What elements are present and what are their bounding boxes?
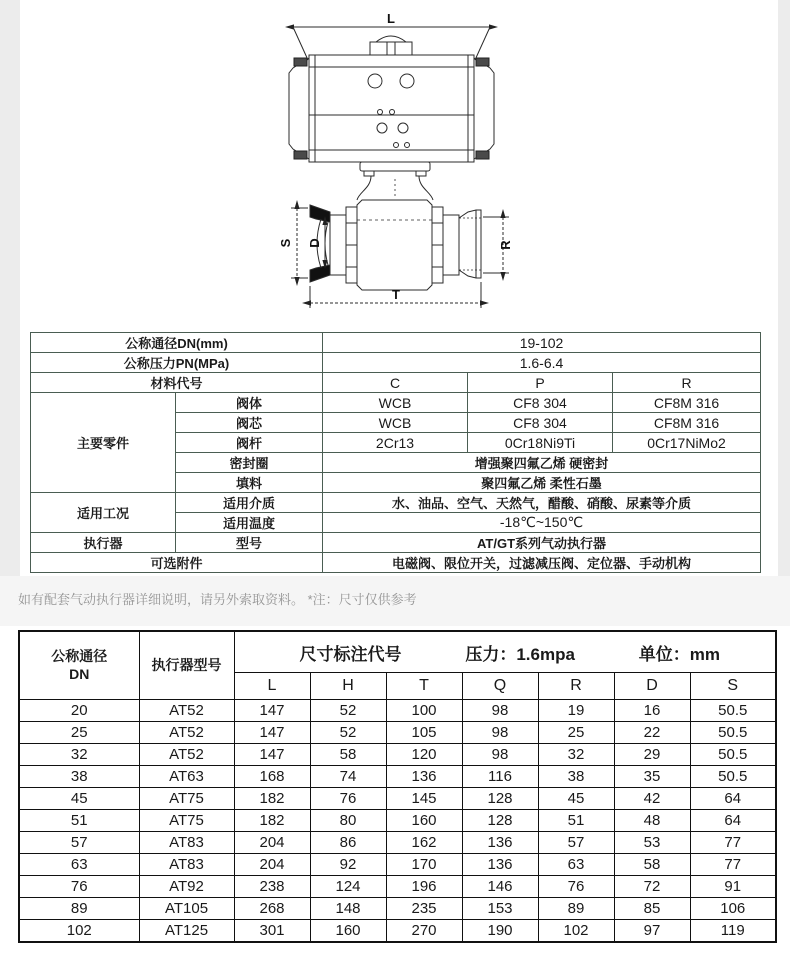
cell-L: 301 [234,920,310,943]
cell-dn: 45 [19,788,139,810]
col-header-Q: Q [462,673,538,700]
cell-actuator-model: AT75 [139,810,234,832]
cell-L: 147 [234,722,310,744]
table-row [19,854,776,876]
cell-D: 16 [614,700,690,722]
cell-T: 120 [386,744,462,766]
cell-D: 48 [614,810,690,832]
cell-S: 64 [690,788,776,810]
cell-H: 52 [310,700,386,722]
packing-label: 填料 [176,473,323,493]
cell-actuator-model: AT52 [139,722,234,744]
material-code-label: 材料代号 [31,373,323,393]
cell-T: 160 [386,810,462,832]
cell-H: 80 [310,810,386,832]
table-row [19,744,776,766]
cell-T: 145 [386,788,462,810]
col-header-D: D [614,673,690,700]
cell-R: 32 [538,744,614,766]
core-r: CF8M 316 [613,413,761,433]
cell-dn: 57 [19,832,139,854]
cell-R: 51 [538,810,614,832]
cell-L: 147 [234,744,310,766]
cell-T: 235 [386,898,462,920]
cell-Q: 116 [462,766,538,788]
core-c: WCB [323,413,468,433]
stem-c: 2Cr13 [323,433,468,453]
spec-row-material-code [31,373,761,393]
dim-table-header-row [19,631,776,673]
condition-label: 适用工况 [31,493,176,533]
cell-D: 85 [614,898,690,920]
dn-label: 公称通径DN(mm) [31,333,323,353]
cell-actuator-model: AT75 [139,788,234,810]
cell-R: 38 [538,766,614,788]
cell-R: 45 [538,788,614,810]
spec-row-accessories [31,553,761,573]
cell-H: 76 [310,788,386,810]
cell-actuator-model: AT63 [139,766,234,788]
packing-value: 聚四氟乙烯 柔性石墨 [323,473,761,493]
cell-D: 22 [614,722,690,744]
cell-S: 50.5 [690,722,776,744]
cell-D: 53 [614,832,690,854]
dim-table-body [19,700,776,943]
cell-L: 204 [234,854,310,876]
body-r: CF8M 316 [613,393,761,413]
spec-row-pn [31,353,761,373]
cell-S: 64 [690,810,776,832]
cell-R: 89 [538,898,614,920]
cell-L: 147 [234,700,310,722]
medium-label: 适用介质 [176,493,323,513]
col-header-dn-line1: 公称通径 [51,648,108,664]
title-unit: 单位：mm [638,644,721,664]
cell-L: 238 [234,876,310,898]
spec-row-medium [31,493,761,513]
col-header-L: L [234,673,310,700]
page-gutter-left [0,0,20,576]
cell-Q: 136 [462,832,538,854]
cell-actuator-model: AT105 [139,898,234,920]
accessories-label: 可选附件 [31,553,323,573]
table-row [19,788,776,810]
cell-T: 136 [386,766,462,788]
cell-Q: 128 [462,788,538,810]
table-row [19,898,776,920]
cell-Q: 136 [462,854,538,876]
cell-H: 58 [310,744,386,766]
dimension-table [18,630,777,943]
cell-H: 92 [310,854,386,876]
cell-dn: 25 [19,722,139,744]
dim-label-L: L [387,11,395,26]
body-p: CF8 304 [468,393,613,413]
main-parts-label: 主要零件 [31,393,176,493]
cell-dn: 89 [19,898,139,920]
pn-label: 公称压力PN(MPa) [31,353,323,373]
cell-H: 160 [310,920,386,943]
cell-Q: 153 [462,898,538,920]
cell-Q: 98 [462,722,538,744]
code-p: P [468,373,613,393]
model-value: AT/GT系列气动执行器 [323,533,761,553]
core-label: 阀芯 [176,413,323,433]
dim-label-S: S [278,238,293,248]
code-r: R [613,373,761,393]
title-pressure: 压力：1.6mpa [465,644,575,664]
cell-Q: 98 [462,700,538,722]
cell-T: 196 [386,876,462,898]
cell-dn: 76 [19,876,139,898]
stem-r: 0Cr17NiMo2 [613,433,761,453]
cell-S: 119 [690,920,776,943]
medium-value: 水、油品、空气、天然气，醋酸、硝酸、尿素等介质 [323,493,761,513]
valve-drawing-svg [263,5,523,330]
cell-L: 182 [234,788,310,810]
cell-T: 170 [386,854,462,876]
cell-dn: 32 [19,744,139,766]
spec-table [30,332,761,573]
cell-R: 25 [538,722,614,744]
col-header-S: S [690,673,776,700]
cell-S: 77 [690,832,776,854]
cell-L: 204 [234,832,310,854]
cell-R: 102 [538,920,614,943]
table-row [19,722,776,744]
body-c: WCB [323,393,468,413]
cell-R: 19 [538,700,614,722]
cell-S: 50.5 [690,766,776,788]
cell-R: 57 [538,832,614,854]
cell-dn: 20 [19,700,139,722]
cell-R: 63 [538,854,614,876]
cell-L: 268 [234,898,310,920]
cell-D: 72 [614,876,690,898]
seal-value: 增强聚四氟乙烯 硬密封 [323,453,761,473]
model-label: 型号 [176,533,323,553]
cell-actuator-model: AT83 [139,854,234,876]
stem-p: 0Cr18Ni9Ti [468,433,613,453]
cell-S: 50.5 [690,700,776,722]
cell-T: 105 [386,722,462,744]
cell-S: 77 [690,854,776,876]
cell-dn: 102 [19,920,139,943]
dim-label-D: D [307,238,322,248]
dn-value: 19-102 [323,333,761,353]
table-row [19,766,776,788]
dim-table-title [234,631,776,673]
cell-dn: 63 [19,854,139,876]
cell-actuator-model: AT52 [139,744,234,766]
cell-Q: 98 [462,744,538,766]
cell-D: 58 [614,854,690,876]
cell-D: 35 [614,766,690,788]
col-header-R: R [538,673,614,700]
cell-H: 124 [310,876,386,898]
table-row [19,700,776,722]
body-label: 阀体 [176,393,323,413]
cell-R: 76 [538,876,614,898]
spec-row-actuator [31,533,761,553]
cell-L: 168 [234,766,310,788]
cell-Q: 190 [462,920,538,943]
cell-T: 162 [386,832,462,854]
temp-value: -18℃~150℃ [323,513,761,533]
table-row [19,810,776,832]
title-dim-code: 尺寸标注代号 [299,644,402,664]
stem-label: 阀杆 [176,433,323,453]
cell-H: 148 [310,898,386,920]
code-c: C [323,373,468,393]
cell-actuator-model: AT125 [139,920,234,943]
cell-T: 100 [386,700,462,722]
temp-label: 适用温度 [176,513,323,533]
dim-label-T: T [392,287,400,302]
dim-label-R: R [498,240,513,250]
cell-Q: 128 [462,810,538,832]
cell-S: 50.5 [690,744,776,766]
cell-H: 74 [310,766,386,788]
cell-actuator-model: AT52 [139,700,234,722]
table-row [19,876,776,898]
cell-actuator-model: AT92 [139,876,234,898]
col-header-dn [19,631,139,700]
core-p: CF8 304 [468,413,613,433]
cell-Q: 146 [462,876,538,898]
spec-row-dn [31,333,761,353]
cell-L: 182 [234,810,310,832]
cell-dn: 51 [19,810,139,832]
cell-D: 42 [614,788,690,810]
cell-S: 106 [690,898,776,920]
valve-technical-drawing [20,0,778,332]
cell-H: 52 [310,722,386,744]
cell-D: 97 [614,920,690,943]
col-header-T: T [386,673,462,700]
col-header-H: H [310,673,386,700]
cell-D: 29 [614,744,690,766]
cell-T: 270 [386,920,462,943]
col-header-dn-line2: DN [69,665,90,682]
accessories-value: 电磁阀、限位开关，过滤减压阀、定位器、手动机构 [323,553,761,573]
cell-H: 86 [310,832,386,854]
cell-actuator-model: AT83 [139,832,234,854]
cell-S: 91 [690,876,776,898]
col-header-actuator: 执行器型号 [139,631,234,700]
table-row [19,920,776,943]
actuator-label: 执行器 [31,533,176,553]
table-row [19,832,776,854]
note-band [0,576,790,626]
spec-row-body [31,393,761,413]
cell-dn: 38 [19,766,139,788]
pn-value: 1.6-6.4 [323,353,761,373]
page-gutter-right [778,0,790,576]
note-text: 如有配套气动执行器详细说明，请另外索取资料。 *注：尺寸仅供参考 [18,592,417,607]
seal-label: 密封圈 [176,453,323,473]
